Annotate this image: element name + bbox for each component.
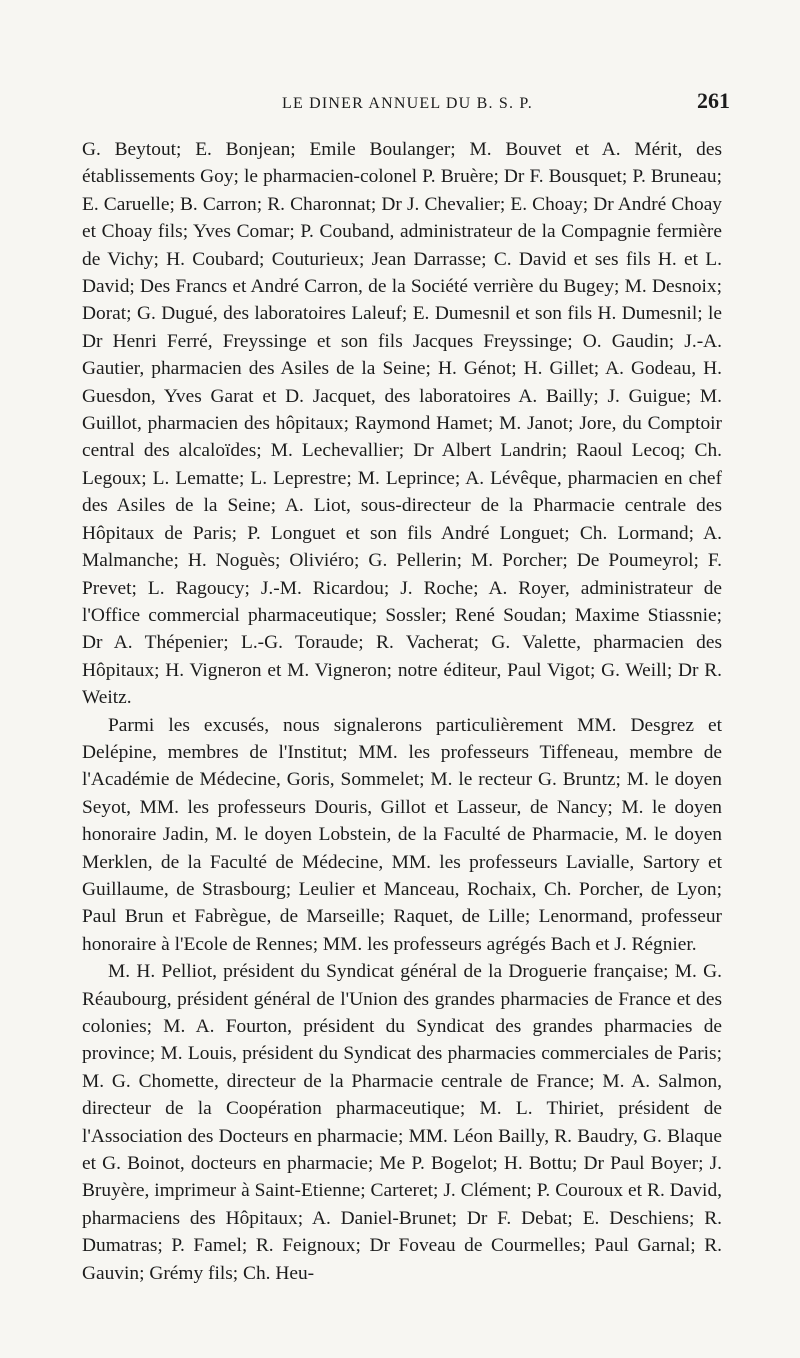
- paragraph-attendees-list: G. Beytout; E. Bonjean; Emile Boulanger; M. Bouvet et A. Mérit, des établissements Goy; le pharmacien-colonel P. Bruère; Dr F. Bousquet; P. Bruneau; E. Caruelle; B. Carron; R. Charonnat; Dr J. Chevalier; E. Choay; Dr André Choay et Choay fils; Yves Comar; P. Couband, administrateur de la Compagnie fermière de Vichy; H. Coubard; Couturieux; Jean Darrasse; C. David et ses fils H. et L. David; Des Francs et André Carron, de la Société verrière du Bugey; M. Desnoix; Dorat; G. Dugué, des laboratoires Laleuf; E. Dumesnil et son fils H. Dumesnil; le Dr Henri Ferré, Freyssinge et son fils Jacques Freyssinge; O. Gaudin; J.-A. Gautier, pharmacien des Asiles de la Seine; H. Génot; H. Gillet; A. Godeau, H. Guesdon, Yves Garat et D. Jacquet, des laboratoires A. Bailly; J. Guigue; M. Guillot, pharmacien des hôpitaux; Raymond Hamet; M. Janot; Jore, du Comptoir central des alcaloïdes; M. Lechevallier; Dr Albert Landrin; Raoul Lecoq; Ch. Legoux; L. Lematte; L. Leprestre; M. Leprince; A. Lévêque, pharmacien en chef des Asiles de la Seine; A. Liot, sous-directeur de la Pharmacie centrale des Hôpitaux de Paris; P. Longuet et son fils André Longuet; Ch. Lormand; A. Malmanche; H. Noguès; Oliviéro; G. Pellerin; M. Porcher; De Poumeyrol; F. Prevet; L. Ragoucy; J.-M. Ricardou; J. Roche; A. Royer, administrateur de l'Office commercial pharmaceutique; Sossler; René Soudan; Maxime Stiassnie; Dr A. Thépenier; L.-G. Toraude; R. Vacherat; G. Valette, pharmacien des Hôpitaux; H. Vigneron et M. Vigneron; notre éditeur, Paul Vigot; G. Weill; Dr R. Weitz.: [82, 139, 722, 709]
- page-header: [72, 88, 730, 114]
- body-text: [82, 136, 722, 1287]
- running-head: LE DINER ANNUEL DU B. S. P.: [282, 95, 533, 112]
- paragraph-excused-others: M. H. Pelliot, président du Syndicat général de la Droguerie française; M. G. Réaubourg, président général de l'Union des grandes pharmacies de France et des colonies; M. A. Fourton, président du Syndicat des grandes pharmacies de province; M. Louis, président du Syndicat des pharmacies commerciales de Paris; M. G. Chomette, directeur de la Pharmacie centrale de France; M. A. Salmon, directeur de la Coopération pharmaceutique; M. L. Thiriet, président de l'Association des Docteurs en pharmacie; MM. Léon Bailly, R. Baudry, G. Blaque et G. Boinot, docteurs en pharmacie; Me P. Bogelot; H. Bottu; Dr Paul Boyer; J. Bruyère, imprimeur à Saint-Etienne; Carteret; J. Clément; P. Couroux et R. David, pharmaciens des Hôpitaux; A. Daniel-Brunet; Dr F. Debat; E. Deschiens; R. Dumatras; P. Famel; R. Feignoux; Dr Foveau de Courmelles; Paul Garnal; R. Gauvin; Grémy fils; Ch. Heu-: [82, 961, 722, 1284]
- page-number: 261: [697, 88, 730, 113]
- paragraph-excused-professors: Parmi les excusés, nous signalerons particulièrement MM. Desgrez et Delépine, membres de l'Institut; MM. les professeurs Tiffeneau, membre de l'Académie de Médecine, Goris, Sommelet; M. le recteur G. Bruntz; M. le doyen Seyot, MM. les professeurs Douris, Gillot et Lasseur, de Nancy; M. le doyen honoraire Jadin, M. le doyen Lobstein, de la Faculté de Pharmacie, M. le doyen Merklen, de la Faculté de Médecine, MM. les professeurs Lavialle, Sartory et Guillaume, de Strasbourg; Leulier et Manceau, Rochaix, Ch. Porcher, de Lyon; Paul Brun et Fabrègue, de Marseille; Raquet, de Lille; Lenormand, professeur honoraire à l'Ecole de Rennes; MM. les professeurs agrégés Bach et J. Régnier.: [82, 714, 722, 955]
